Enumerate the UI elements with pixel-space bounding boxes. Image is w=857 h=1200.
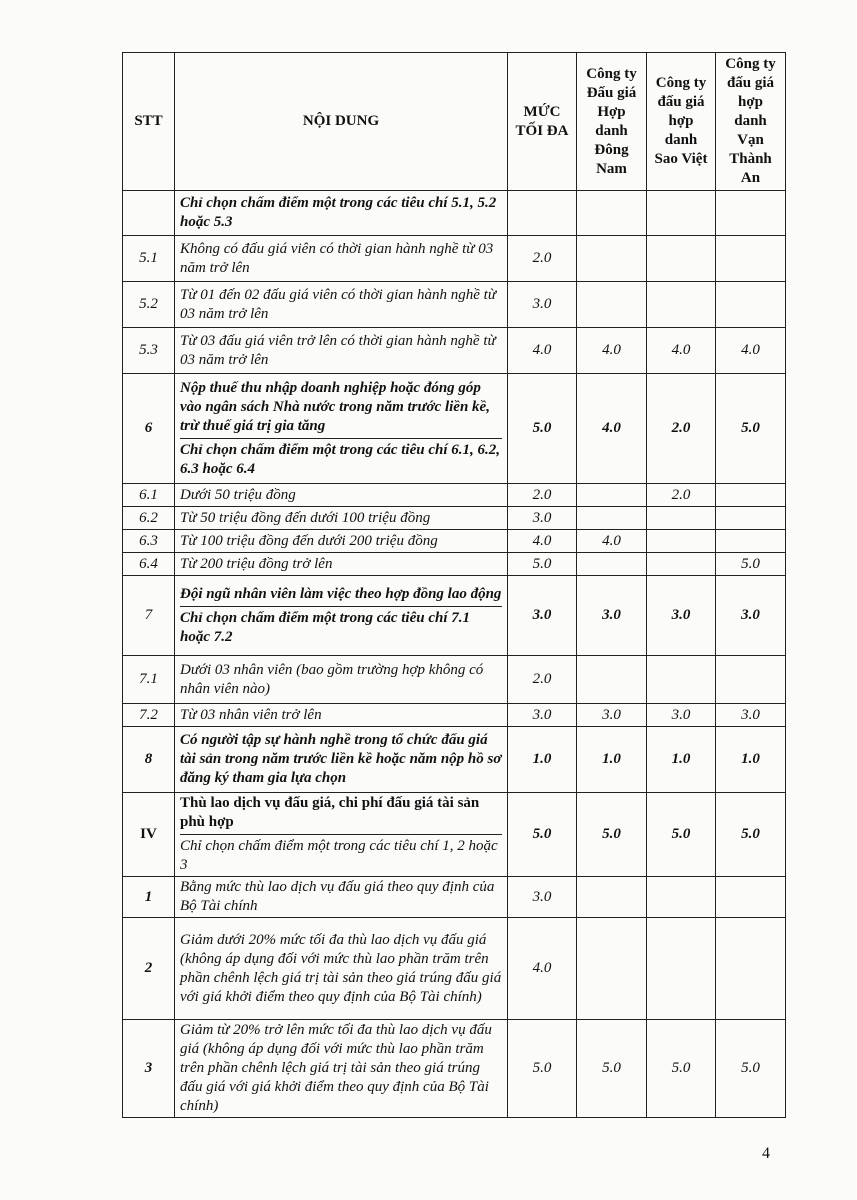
row-score-sao-viet: [647, 877, 716, 918]
row-score-sao-viet: 3.0: [647, 576, 716, 656]
table-row: [123, 704, 786, 727]
row-score-dong-nam: 3.0: [577, 704, 647, 727]
row-content: Dưới 50 triệu đồng: [175, 484, 508, 507]
row-max-score: [508, 191, 577, 236]
row-score-van-thanh-an: 5.0: [716, 374, 786, 484]
row-score-van-thanh-an: [716, 236, 786, 282]
row-max-score: 5.0: [508, 793, 577, 877]
row-content-sub: Chỉ chọn chấm điểm một trong các tiêu chí 6.1, 6.2, 6.3 hoặc 6.4: [180, 438, 502, 479]
row-content-main: Nộp thuế thu nhập doanh nghiệp hoặc đóng góp vào ngân sách Nhà nước trong năm trước liền kề, trừ thuế giá trị gia tăng: [180, 379, 490, 434]
row-content: [175, 374, 508, 484]
row-content: Từ 01 đến 02 đấu giá viên có thời gian hành nghề từ 03 năm trở lên: [175, 282, 508, 328]
header-company-van-thanh-an: Công ty đấu giá hợp danh Vạn Thành An: [716, 53, 786, 191]
row-score-sao-viet: 2.0: [647, 374, 716, 484]
page-number: 4: [762, 1145, 770, 1162]
row-stt: 3: [123, 1020, 175, 1118]
row-max-score: 5.0: [508, 374, 577, 484]
row-content: Bằng mức thù lao dịch vụ đấu giá theo quy định của Bộ Tài chính: [175, 877, 508, 918]
header-max-score: MỨC TỐI ĐA: [508, 53, 577, 191]
table-row: [123, 553, 786, 576]
row-stt: 7.1: [123, 656, 175, 704]
row-content: Có người tập sự hành nghề trong tổ chức đấu giá tài sản trong năm trước liền kề hoặc năm nộp hồ sơ đăng ký tham gia lựa chọn: [175, 727, 508, 793]
header-content: NỘI DUNG: [175, 53, 508, 191]
row-content-sub: Chỉ chọn chấm điểm một trong các tiêu chí 7.1 hoặc 7.2: [180, 606, 502, 647]
row-score-sao-viet: [647, 530, 716, 553]
row-score-sao-viet: [647, 191, 716, 236]
row-stt: 6.1: [123, 484, 175, 507]
row-score-dong-nam: [577, 236, 647, 282]
row-content: Dưới 03 nhân viên (bao gồm trường hợp không có nhân viên nào): [175, 656, 508, 704]
row-content: Không có đấu giá viên có thời gian hành nghề từ 03 năm trở lên: [175, 236, 508, 282]
row-stt: 7: [123, 576, 175, 656]
row-score-van-thanh-an: [716, 507, 786, 530]
row-score-dong-nam: [577, 656, 647, 704]
row-max-score: 3.0: [508, 704, 577, 727]
row-score-van-thanh-an: 1.0: [716, 727, 786, 793]
row-content: Chỉ chọn chấm điểm một trong các tiêu chí 5.1, 5.2 hoặc 5.3: [175, 191, 508, 236]
row-score-sao-viet: 4.0: [647, 328, 716, 374]
row-score-van-thanh-an: [716, 191, 786, 236]
row-stt: 6: [123, 374, 175, 484]
row-max-score: 2.0: [508, 236, 577, 282]
row-score-sao-viet: [647, 918, 716, 1020]
row-stt: 6.2: [123, 507, 175, 530]
row-content-main: Thù lao dịch vụ đấu giá, chi phí đấu giá tài sản phù hợp: [180, 795, 480, 830]
row-stt: 6.4: [123, 553, 175, 576]
row-content-main: Đội ngũ nhân viên làm việc theo hợp đồng lao động: [180, 585, 502, 602]
row-score-van-thanh-an: [716, 282, 786, 328]
row-score-sao-viet: 5.0: [647, 1020, 716, 1118]
row-score-sao-viet: 5.0: [647, 793, 716, 877]
row-content: Từ 03 đấu giá viên trở lên có thời gian hành nghề từ 03 năm trở lên: [175, 328, 508, 374]
row-stt: 5.1: [123, 236, 175, 282]
row-score-sao-viet: [647, 507, 716, 530]
row-score-van-thanh-an: [716, 484, 786, 507]
table-row: [123, 191, 786, 236]
row-score-van-thanh-an: 5.0: [716, 553, 786, 576]
row-score-dong-nam: [577, 553, 647, 576]
row-content: Từ 03 nhân viên trở lên: [175, 704, 508, 727]
row-score-dong-nam: [577, 484, 647, 507]
row-content: [175, 793, 508, 877]
row-score-van-thanh-an: [716, 656, 786, 704]
row-score-dong-nam: [577, 282, 647, 328]
table-row: [123, 484, 786, 507]
row-score-van-thanh-an: 3.0: [716, 576, 786, 656]
header-stt: STT: [123, 53, 175, 191]
row-score-dong-nam: [577, 191, 647, 236]
table-row: [123, 530, 786, 553]
table-row: [123, 1020, 786, 1118]
row-score-sao-viet: 1.0: [647, 727, 716, 793]
row-max-score: 3.0: [508, 877, 577, 918]
row-score-dong-nam: 3.0: [577, 576, 647, 656]
header-company-sao-viet: Công ty đấu giá hợp danh Sao Việt: [647, 53, 716, 191]
row-score-sao-viet: 2.0: [647, 484, 716, 507]
row-max-score: 5.0: [508, 553, 577, 576]
table-row: [123, 374, 786, 484]
header-row: [123, 53, 786, 191]
table-row: [123, 576, 786, 656]
row-score-dong-nam: [577, 877, 647, 918]
table-row: [123, 918, 786, 1020]
row-max-score: 3.0: [508, 507, 577, 530]
row-score-sao-viet: [647, 236, 716, 282]
table-row: [123, 656, 786, 704]
row-score-sao-viet: 3.0: [647, 704, 716, 727]
row-score-dong-nam: 4.0: [577, 328, 647, 374]
row-score-van-thanh-an: [716, 877, 786, 918]
row-score-van-thanh-an: [716, 530, 786, 553]
table-row: [123, 727, 786, 793]
row-stt: 6.3: [123, 530, 175, 553]
row-content: Từ 200 triệu đồng trở lên: [175, 553, 508, 576]
row-max-score: 4.0: [508, 530, 577, 553]
row-content-sub: Chỉ chọn chấm điểm một trong các tiêu chí 1, 2 hoặc 3: [180, 834, 502, 875]
row-score-sao-viet: [647, 282, 716, 328]
row-stt: 5.2: [123, 282, 175, 328]
row-content: Từ 50 triệu đồng đến dưới 100 triệu đồng: [175, 507, 508, 530]
row-stt: 5.3: [123, 328, 175, 374]
row-stt: 7.2: [123, 704, 175, 727]
header-company-dong-nam: Công ty Đấu giá Hợp danh Đông Nam: [577, 53, 647, 191]
row-score-sao-viet: [647, 656, 716, 704]
row-score-dong-nam: 1.0: [577, 727, 647, 793]
row-content: Từ 100 triệu đồng đến dưới 200 triệu đồng: [175, 530, 508, 553]
row-score-van-thanh-an: 3.0: [716, 704, 786, 727]
row-stt: 1: [123, 877, 175, 918]
row-stt: [123, 191, 175, 236]
row-max-score: 4.0: [508, 918, 577, 1020]
row-max-score: 3.0: [508, 576, 577, 656]
table-row: [123, 282, 786, 328]
row-score-dong-nam: [577, 918, 647, 1020]
row-score-van-thanh-an: 5.0: [716, 793, 786, 877]
row-stt: IV: [123, 793, 175, 877]
row-max-score: 4.0: [508, 328, 577, 374]
row-score-van-thanh-an: 5.0: [716, 1020, 786, 1118]
row-content: Giảm từ 20% trở lên mức tối đa thù lao dịch vụ đấu giá (không áp dụng đối với mức thù lao phần trăm trên phần chênh lệch giá trị tài sản theo giá trúng đấu giá với giá khởi điểm theo quy định của Bộ Tài chính): [175, 1020, 508, 1118]
table-row: [123, 507, 786, 530]
table-row: [123, 793, 786, 877]
row-score-van-thanh-an: 4.0: [716, 328, 786, 374]
row-score-dong-nam: 5.0: [577, 793, 647, 877]
table-row: [123, 328, 786, 374]
row-stt: 8: [123, 727, 175, 793]
row-max-score: 1.0: [508, 727, 577, 793]
table-row: [123, 877, 786, 918]
row-max-score: 3.0: [508, 282, 577, 328]
row-score-dong-nam: [577, 507, 647, 530]
row-score-dong-nam: 4.0: [577, 374, 647, 484]
row-score-van-thanh-an: [716, 918, 786, 1020]
row-content: [175, 576, 508, 656]
row-score-dong-nam: 4.0: [577, 530, 647, 553]
row-max-score: 2.0: [508, 656, 577, 704]
row-stt: 2: [123, 918, 175, 1020]
row-content: Giảm dưới 20% mức tối đa thù lao dịch vụ đấu giá (không áp dụng đối với mức thù lao phần trăm trên phần chênh lệch giá trị tài sản theo giá trúng đấu giá với giá khởi điểm theo quy định của Bộ Tài chính): [175, 918, 508, 1020]
row-score-sao-viet: [647, 553, 716, 576]
row-max-score: 2.0: [508, 484, 577, 507]
row-max-score: 5.0: [508, 1020, 577, 1118]
row-score-dong-nam: 5.0: [577, 1020, 647, 1118]
score-table: [122, 52, 786, 1118]
table-row: [123, 236, 786, 282]
